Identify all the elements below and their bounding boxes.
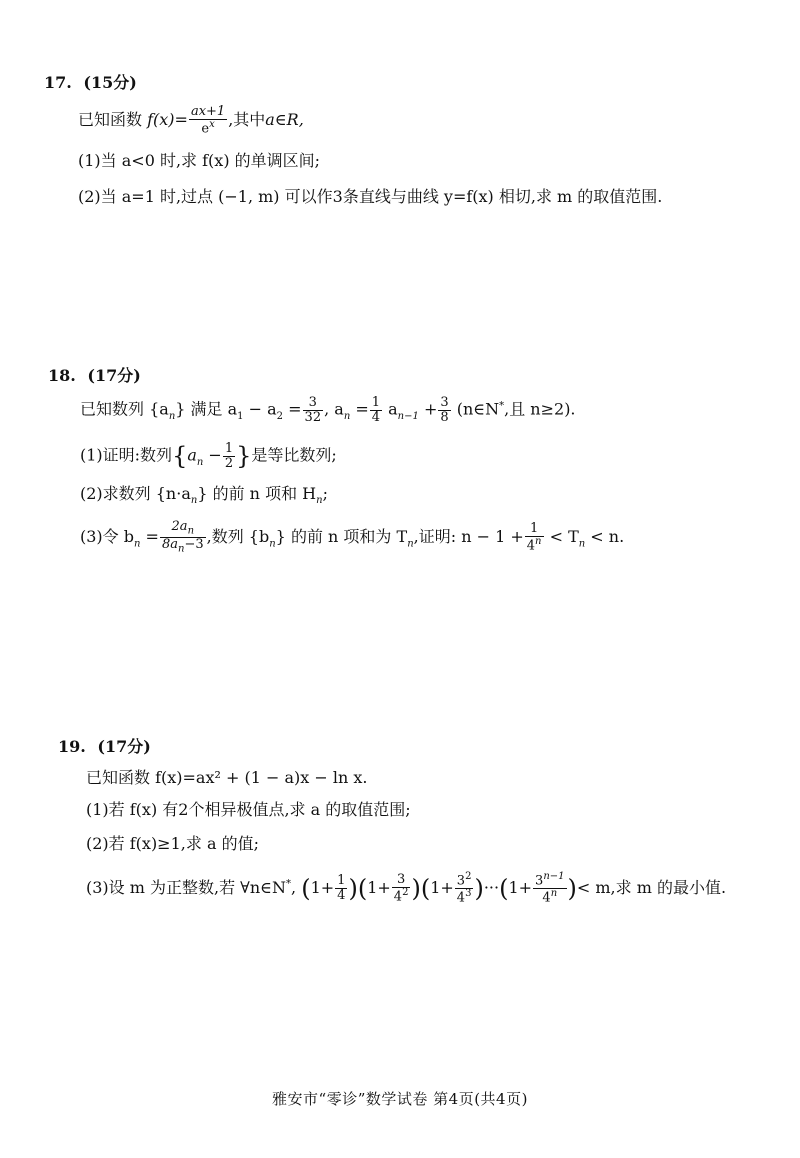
q18-p3-t4: } 的前 n 项和为 T	[275, 527, 408, 547]
q18-frac1-den: 32	[304, 409, 322, 425]
q17-intro	[78, 105, 304, 136]
q17-frac-num: ax+1	[190, 104, 226, 119]
q18-p1-frac	[223, 442, 235, 470]
q18-number: 18.	[48, 366, 76, 385]
q17-frac-den-sup: x	[209, 118, 215, 130]
q19-intro: 已知函数 f(x)=ax² + (1 − a)x − ln x.	[86, 768, 368, 787]
q19-t4-num-sup: n−1	[543, 871, 565, 882]
q18-p3-frac-den-b: −3	[184, 537, 204, 553]
q18-t4: =	[283, 399, 302, 419]
q17-part2: (2)当 a=1 时,过点 (−1, m) 可以作3条直线与曲线 y=f(x) 相切,求 m 的取值范围.	[78, 187, 663, 206]
q18-p3-frac-num: 2a	[171, 519, 188, 534]
q17-set: a∈R,	[265, 109, 304, 129]
q17-intro-text-b: ,其中	[228, 109, 266, 129]
q18-p1-a: a	[187, 445, 197, 465]
q18-t6: =	[350, 399, 369, 419]
q18-frac2-den: 4	[371, 409, 381, 425]
q18-t5: , a	[324, 399, 344, 419]
q18-intro: 已知数列 $\{a_n\}$ 满足 $a_1 - a_2$ = $\frac{3}{32}$ , $a_n$ = $\frac{1}{4}$ $a_{n-1}$ + $\frac{3}{8}$ (n∈N*,且 n≥2).	[80, 395, 576, 425]
q18-p2-text: (2)求数列 {n·a	[80, 484, 191, 503]
q18-p1-tail: 是等比数列;	[251, 445, 337, 465]
q19-p3-text: (3)设 m 为正整数,若 ∀n∈N	[86, 877, 286, 897]
q19-t3-num: 3	[456, 873, 466, 889]
q18-p1-frac-den: 2	[224, 455, 234, 471]
q17-frac-den: e	[201, 120, 210, 136]
q17-intro-text: 已知函数	[78, 109, 143, 129]
q18-p1-minus: −	[203, 445, 222, 465]
q18-p2-tail: ;	[322, 484, 328, 503]
q19-t2-num: 3	[392, 873, 411, 888]
q18-t7: a	[383, 399, 398, 419]
q18-p1-text: (1)证明:数列	[80, 445, 173, 465]
q19-t1-num: 1	[337, 873, 346, 889]
q18-t3: − a	[243, 399, 277, 419]
q19-part3: (3)设 m 为正整数,若 ∀n∈N*, (1+ $\frac{1}{4}$ )(1+ $\frac{3}{4^2}$ )(1+ $\frac{3^2}{4^3}$ )···(1+ $\frac{3^{n-1}}{4^n}$ )< m,求 m 的最小值.	[86, 871, 727, 906]
q19-part2: (2)若 f(x)≥1,求 a 的值;	[86, 834, 259, 853]
q18-p3-t6: < T	[544, 527, 579, 547]
q18-t9: (n∈N	[451, 399, 500, 419]
q19-t1-den: 4	[337, 887, 346, 903]
q18-p2-text-b: } 的前 n 项和 H	[197, 484, 317, 503]
q19-points: (17分)	[97, 737, 151, 756]
q19-t2-den: 4	[393, 889, 403, 905]
q18-part1: (1)证明:数列{$a_n$ − $\frac{1}{2}$ }是等比数列;	[80, 441, 337, 471]
q18-frac3-num: 3	[440, 395, 449, 410]
q18-p3-t7: < n.	[585, 527, 625, 547]
q18-part2: (2)求数列 $\{n\cdot a_n\}$ 的前 n 项和 $H_n$;	[80, 484, 328, 507]
q18-p3-frac2-num: 1	[525, 522, 544, 537]
q17-header	[44, 73, 137, 92]
q19-term4	[533, 872, 566, 905]
q18-frac3	[438, 396, 450, 424]
q18-p3-t2: =	[140, 527, 159, 547]
q19-term2	[392, 873, 411, 904]
q19-term1	[335, 874, 347, 902]
q17-fraction	[189, 105, 227, 136]
q18-p3-frac: $\frac{2a_n}{8a_n-3}$	[161, 519, 204, 555]
q18-t2: } 满足 a	[175, 399, 238, 419]
q19-t2-den-sup: 2	[402, 886, 409, 898]
q19-t4-den: 4	[542, 890, 551, 906]
q18-frac3-den: 8	[440, 409, 449, 425]
q18-t10: ,且 n≥2).	[504, 399, 576, 419]
q18-part3: (3)令 $b_n$ = $\frac{2a_n}{8a_n-3}$ ,数列 $\{b_n\}$ 的前 n 项和为 $T_n$,证明: n − 1 + $\frac{1}{4^n}$ < $T_n < n$.	[80, 519, 625, 555]
q18-frac1	[303, 396, 324, 424]
q19-t3-den-sup: 3	[465, 887, 472, 899]
q18-p3-t1: (3)令 b	[80, 527, 134, 547]
q18-frac2	[370, 396, 382, 424]
q19-number: 19.	[58, 737, 86, 756]
q18-frac2-num: 1	[371, 395, 381, 410]
q18-t8: +	[418, 399, 438, 419]
q18-header	[48, 366, 141, 385]
q19-t4-den-sup: n	[550, 887, 558, 899]
q19-p3-comma: ,	[291, 877, 297, 897]
q18-p3-frac-den: 8a	[161, 537, 178, 553]
q18-p3-t5: ,证明: n − 1 +	[413, 527, 524, 547]
q18-p3-frac2: $\frac{1}{4^n}$	[526, 521, 542, 554]
page-footer: 雅安市“零诊”数学试卷 第4页(共4页)	[272, 1090, 528, 1108]
q18-frac1-num: 3	[303, 396, 324, 411]
q17-number: 17.	[44, 73, 72, 92]
q19-t3-den: 4	[456, 890, 466, 906]
q18-p3-frac2-den: 4	[526, 538, 536, 554]
q19-term3: $\frac{3^2}{4^3}$	[456, 871, 472, 906]
q19-dots: ···	[483, 877, 500, 897]
q19-header	[58, 737, 151, 756]
q19-t4-num: 3	[535, 873, 544, 889]
q19-p3-tail: < m,求 m 的最小值.	[576, 877, 727, 897]
q18-t1: 已知数列 {a	[80, 399, 169, 419]
q17-points: (15分)	[83, 73, 137, 92]
q17-fx: f(x)=	[147, 109, 188, 129]
q19-part1: (1)若 f(x) 有2个相异极值点,求 a 的取值范围;	[86, 800, 411, 819]
q18-p1-frac-num: 1	[224, 441, 234, 456]
q17-part1: (1)当 a<0 时,求 f(x) 的单调区间;	[78, 151, 321, 170]
q18-p3-t3: ,数列 {b	[206, 527, 270, 547]
q18-points: (17分)	[87, 366, 141, 385]
